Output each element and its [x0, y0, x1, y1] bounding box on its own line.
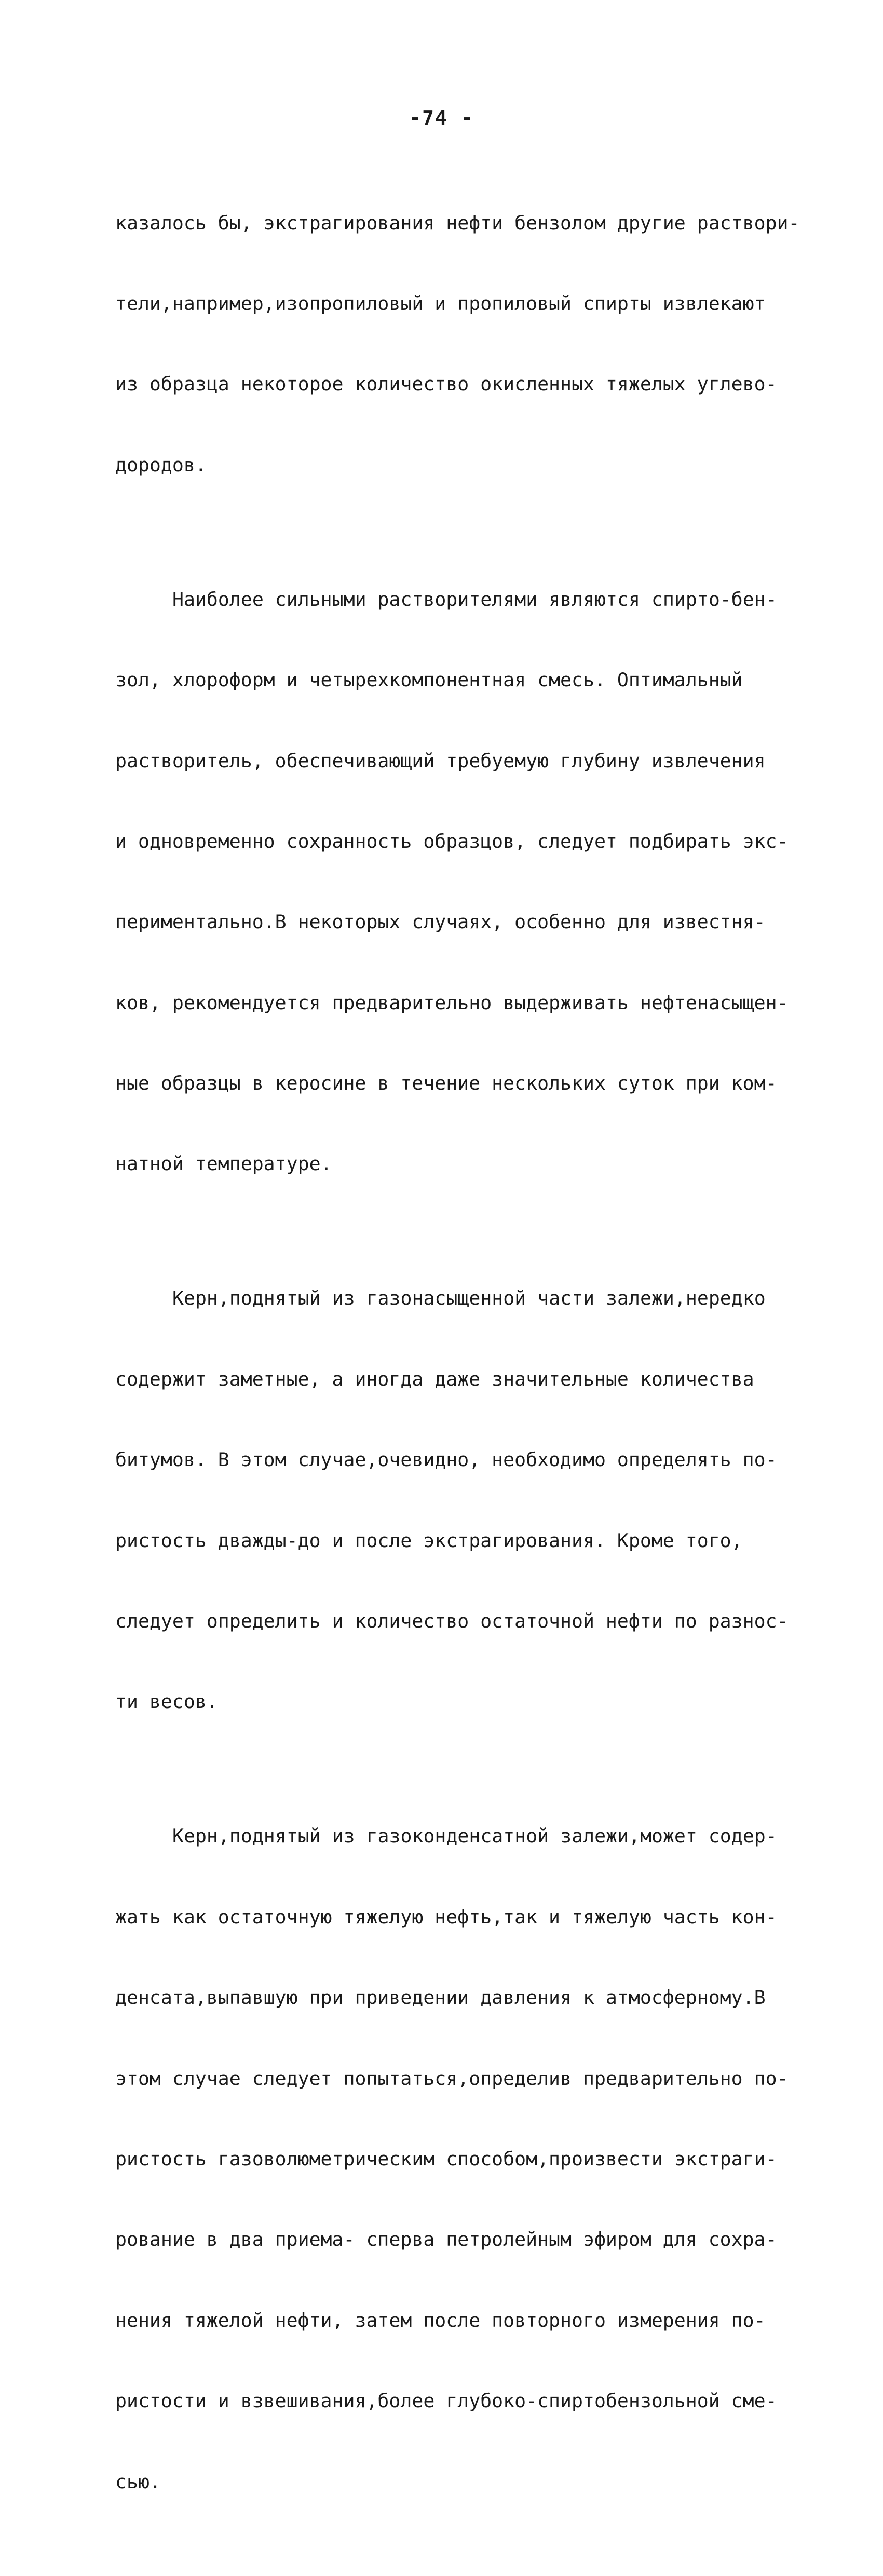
- text-line: тели,например,изопропиловый и пропиловый спирты извлекают: [115, 292, 766, 315]
- text-line: содержит заметные, а иногда даже значительные количества: [115, 1367, 754, 1390]
- body-text: [115, 156, 800, 2576]
- text-line: Керн,поднятый из газонасыщенной части залежи,нередко: [172, 1287, 766, 1310]
- text-line: дородов.: [115, 453, 207, 476]
- text-line: рование в два приема- сперва петролейным эфиром для сохра-: [115, 2228, 777, 2251]
- text-line: ристости и взвешивания,более глубоко-спиртобензольной сме-: [115, 2390, 777, 2412]
- text-line: из образца некоторое количество окисленных тяжелых углево-: [115, 373, 777, 396]
- text-line: зол, хлороформ и четырехкомпонентная смесь. Оптимальный: [115, 669, 743, 692]
- text-line: и одновременно сохранность образцов, следует подбирать экс-: [115, 830, 789, 852]
- text-line: следует определить и количество остаточной нефти по разнос-: [115, 1610, 789, 1633]
- text-line: ристость дважды-до и после экстрагирования. Кроме того,: [115, 1529, 743, 1552]
- page-number: -74 -: [409, 106, 474, 129]
- paragraph-1: [115, 156, 800, 532]
- text-line: битумов. В этом случае,очевидно, необходимо определять по-: [115, 1448, 777, 1471]
- text-line: сью.: [115, 2470, 161, 2493]
- text-line: этом случае следует попытаться,определив предварительно по-: [115, 2067, 789, 2090]
- paragraph-4: [115, 1769, 790, 2549]
- paragraph-2: [115, 532, 790, 1231]
- text-line: Керн,поднятый из газоконденсатной залежи,может содер-: [172, 1825, 777, 1848]
- text-line: ные образцы в керосине в течение нескольких суток при ком-: [115, 1072, 777, 1095]
- text-line: нения тяжелой нефти, затем после повторного измерения по-: [115, 2309, 766, 2331]
- paragraph-3: [115, 1231, 790, 1769]
- text-line: жать как остаточную тяжелую нефть,так и тяжелую часть кон-: [115, 1905, 777, 1928]
- text-line: ти весов.: [115, 1690, 218, 1713]
- text-line: ристость газоволюметрическим способом,произвести экстраги-: [115, 2147, 777, 2170]
- text-line: денсата,выпавшую при приведении давления к атмосферному.В: [115, 1986, 766, 2009]
- text-line: казалось бы, экстрагирования нефти бензолом другие раствори-: [115, 211, 800, 234]
- text-line: периментально.В некоторых случаях, особенно для известня-: [115, 911, 766, 933]
- text-line: ков, рекомендуется предварительно выдерживать нефтенасыщен-: [115, 991, 789, 1014]
- paragraph-5: [115, 2549, 790, 2576]
- text-line: натной температуре.: [115, 1153, 332, 1175]
- text-line: Наиболее сильными растворителями являются спирто-бен-: [172, 588, 777, 611]
- text-line: растворитель, обеспечивающий требуемую глубину извлечения: [115, 749, 766, 772]
